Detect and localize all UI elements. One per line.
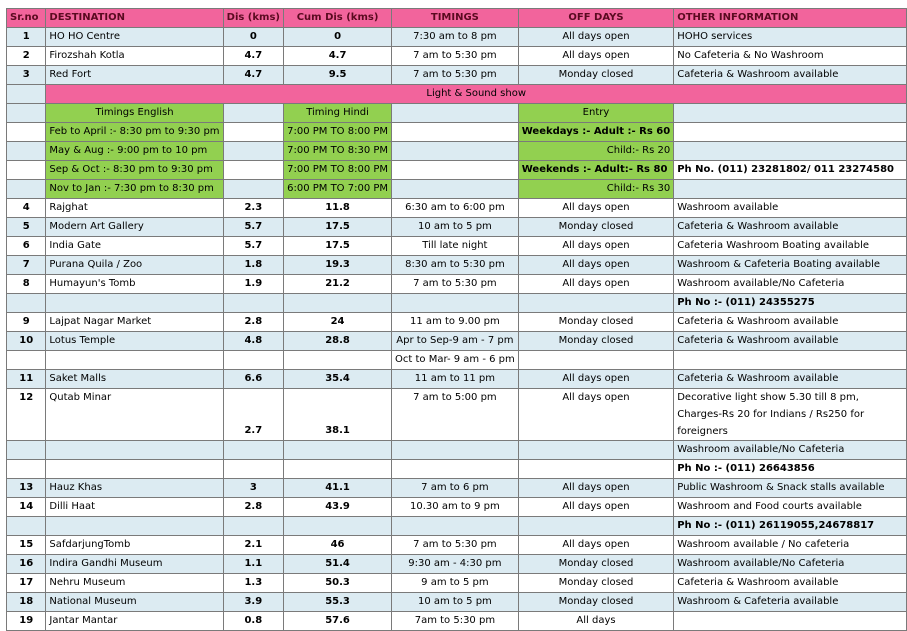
table-row — [7, 555, 907, 574]
cell-srno[interactable] — [7, 180, 46, 199]
cell-srno[interactable]: 13 — [7, 479, 46, 498]
light-sound-entry[interactable]: Weekends :- Adult:- Rs 80 — [518, 161, 673, 180]
header-off-days: OFF DAYS — [518, 9, 673, 28]
header-destination: DESTINATION — [46, 9, 223, 28]
cell-timings[interactable]: 11 am to 9.00 pm — [392, 313, 519, 332]
cell-other-info[interactable]: Ph No. (011) 23281802/ 011 23274580 — [674, 161, 907, 180]
light-sound-english-header[interactable]: Timings English — [46, 104, 223, 123]
light-sound-hindi-timing[interactable]: 7:00 PM TO 8:30 PM — [284, 142, 392, 161]
header-other-info: OTHER INFORMATION — [674, 9, 907, 28]
light-sound-hindi-timing[interactable]: 7:00 PM TO 8:00 PM — [284, 123, 392, 142]
cell-srno[interactable]: 14 — [7, 498, 46, 517]
light-sound-title[interactable]: Light & Sound show — [46, 85, 907, 104]
cell-other-info[interactable]: Decorative light show 5.30 till 8 pm, Charges-Rs 20 for Indians / Rs250 for foreigners — [674, 389, 907, 441]
cell-cum-distance[interactable]: 4.7 — [284, 47, 392, 66]
table-row — [7, 275, 907, 294]
cell-timings[interactable]: 10.30 am to 9 pm — [392, 498, 519, 517]
cell-other-info[interactable]: Washroom available/No Cafeteria — [674, 555, 907, 574]
cell-timings[interactable]: 11 am to 11 pm — [392, 370, 519, 389]
light-sound-row — [7, 161, 907, 180]
cell-distance[interactable]: 1.1 — [223, 555, 284, 574]
light-sound-hindi-header[interactable]: Timing Hindi — [284, 104, 392, 123]
light-sound-english-timing[interactable]: Sep & Oct :- 8:30 pm to 9:30 pm — [46, 161, 223, 180]
table-row — [7, 66, 907, 85]
table-row — [7, 460, 907, 479]
light-sound-hindi-timing[interactable]: 6:00 PM TO 7:00 PM — [284, 180, 392, 199]
cell-timings[interactable]: 7 am to 5:30 pm — [392, 47, 519, 66]
cell-other-info[interactable]: Cafeteria & Washroom available — [674, 313, 907, 332]
cell-cum-distance[interactable] — [284, 351, 392, 370]
cell-blank[interactable] — [223, 142, 284, 161]
cell-distance[interactable]: 1.9 — [223, 275, 284, 294]
cell-srno[interactable]: 18 — [7, 593, 46, 612]
cell-cum-distance[interactable] — [284, 517, 392, 536]
cell-cum-distance[interactable]: 21.2 — [284, 275, 392, 294]
table-row — [7, 294, 907, 313]
header-row — [7, 9, 907, 28]
cell-destination[interactable]: SafdarjungTomb — [46, 536, 223, 555]
cell-destination[interactable]: Hauz Khas — [46, 479, 223, 498]
cell-cum-distance[interactable]: 24 — [284, 313, 392, 332]
cell-distance[interactable]: 3 — [223, 479, 284, 498]
cell-off-days[interactable] — [518, 460, 673, 479]
cell-blank[interactable] — [392, 180, 519, 199]
cell-off-days[interactable]: All days open — [518, 28, 673, 47]
cell-srno[interactable] — [7, 441, 46, 460]
cell-off-days[interactable]: All days open — [518, 370, 673, 389]
cell-cum-distance[interactable]: 19.3 — [284, 256, 392, 275]
cell-other-info[interactable]: Public Washroom & Snack stalls available — [674, 479, 907, 498]
cell-distance[interactable]: 2.1 — [223, 536, 284, 555]
table-row — [7, 479, 907, 498]
cell-srno[interactable] — [7, 294, 46, 313]
cell-destination[interactable] — [46, 351, 223, 370]
cell-off-days[interactable]: All days open — [518, 275, 673, 294]
cell-srno[interactable]: 3 — [7, 66, 46, 85]
cell-other-info[interactable]: HOHO services — [674, 28, 907, 47]
cell-timings[interactable] — [392, 460, 519, 479]
cell-destination[interactable]: Lajpat Nagar Market — [46, 313, 223, 332]
cell-timings[interactable]: 10 am to 5 pm — [392, 593, 519, 612]
cell-off-days[interactable]: All days open — [518, 256, 673, 275]
cell-cum-distance[interactable]: 51.4 — [284, 555, 392, 574]
light-sound-entry[interactable]: Weekdays :- Adult :- Rs 60 — [518, 123, 673, 142]
cell-srno[interactable] — [7, 123, 46, 142]
cell-other-info[interactable]: Ph No :- (011) 26119055,24678817 — [674, 517, 907, 536]
cell-destination[interactable]: Indira Gandhi Museum — [46, 555, 223, 574]
cell-srno[interactable] — [7, 85, 46, 104]
cell-cum-distance[interactable]: 38.1 — [284, 389, 392, 441]
light-sound-english-timing[interactable]: Feb to April :- 8:30 pm to 9:30 pm — [46, 123, 223, 142]
cell-timings[interactable]: 7 am to 5:30 pm — [392, 536, 519, 555]
table-row — [7, 517, 907, 536]
light-sound-row — [7, 142, 907, 161]
cell-srno[interactable]: 10 — [7, 332, 46, 351]
cell-other-info[interactable]: Cafeteria Washroom Boating available — [674, 237, 907, 256]
cell-cum-distance[interactable] — [284, 460, 392, 479]
cell-other-info[interactable]: Cafeteria & Washroom available — [674, 574, 907, 593]
cell-other-info[interactable]: Ph No :- (011) 24355275 — [674, 294, 907, 313]
cell-destination[interactable] — [46, 441, 223, 460]
table-row — [7, 498, 907, 517]
cell-srno[interactable]: 11 — [7, 370, 46, 389]
cell-distance[interactable]: 1.3 — [223, 574, 284, 593]
cell-cum-distance[interactable]: 57.6 — [284, 612, 392, 631]
light-sound-row — [7, 180, 907, 199]
cell-off-days[interactable]: Monday closed — [518, 555, 673, 574]
cell-other-info[interactable]: Washroom & Cafeteria available — [674, 593, 907, 612]
cell-off-days[interactable]: All days open — [518, 47, 673, 66]
cell-off-days[interactable]: Monday closed — [518, 593, 673, 612]
cell-off-days[interactable]: Monday closed — [518, 332, 673, 351]
cell-off-days[interactable]: All days — [518, 612, 673, 631]
cell-other-info[interactable] — [674, 612, 907, 631]
cell-srno[interactable] — [7, 517, 46, 536]
spreadsheet — [6, 8, 907, 631]
cell-srno[interactable] — [7, 142, 46, 161]
light-sound-header-row — [7, 104, 907, 123]
cell-destination[interactable]: India Gate — [46, 237, 223, 256]
cell-srno[interactable]: 5 — [7, 218, 46, 237]
cell-blank[interactable] — [223, 180, 284, 199]
table-row — [7, 574, 907, 593]
cell-timings[interactable]: Till late night — [392, 237, 519, 256]
cell-off-days[interactable]: All days open — [518, 389, 673, 441]
cell-distance[interactable] — [223, 351, 284, 370]
cell-off-days[interactable] — [518, 441, 673, 460]
table-row — [7, 441, 907, 460]
table-row — [7, 370, 907, 389]
cell-destination[interactable]: Modern Art Gallery — [46, 218, 223, 237]
table-row — [7, 332, 907, 351]
cell-destination[interactable]: Saket Malls — [46, 370, 223, 389]
cell-other-info[interactable]: Washroom and Food courts available — [674, 498, 907, 517]
cell-srno[interactable] — [7, 104, 46, 123]
light-sound-entry[interactable]: Child:- Rs 30 — [518, 180, 673, 199]
table-row — [7, 536, 907, 555]
cell-cum-distance[interactable]: 46 — [284, 536, 392, 555]
cell-timings[interactable] — [392, 517, 519, 536]
cell-destination[interactable]: Lotus Temple — [46, 332, 223, 351]
cell-blank[interactable] — [392, 123, 519, 142]
cell-srno[interactable]: 17 — [7, 574, 46, 593]
cell-cum-distance[interactable] — [284, 294, 392, 313]
cell-cum-distance[interactable]: 17.5 — [284, 237, 392, 256]
header-srno: Sr.no — [7, 9, 46, 28]
cell-distance[interactable]: 4.8 — [223, 332, 284, 351]
cell-timings[interactable]: 7 am to 5:00 pm — [392, 389, 519, 441]
table-row — [7, 256, 907, 275]
cell-distance[interactable]: 5.7 — [223, 237, 284, 256]
table-row — [7, 313, 907, 332]
cell-cum-distance[interactable]: 35.4 — [284, 370, 392, 389]
cell-timings[interactable]: 9 am to 5 pm — [392, 574, 519, 593]
cell-cum-distance[interactable]: 50.3 — [284, 574, 392, 593]
cell-other-info[interactable]: No Cafeteria & No Washroom — [674, 47, 907, 66]
cell-other-info[interactable]: Washroom available — [674, 199, 907, 218]
cell-distance[interactable] — [223, 294, 284, 313]
cell-off-days[interactable] — [518, 294, 673, 313]
table-row — [7, 28, 907, 47]
cell-blank[interactable] — [223, 104, 284, 123]
cell-timings[interactable]: 8:30 am to 5:30 pm — [392, 256, 519, 275]
cell-timings[interactable]: 7 am to 5:30 pm — [392, 66, 519, 85]
light-sound-english-timing[interactable]: May & Aug :- 9:00 pm to 10 pm — [46, 142, 223, 161]
cell-destination[interactable]: Dilli Haat — [46, 498, 223, 517]
cell-destination[interactable]: National Museum — [46, 593, 223, 612]
cell-other-info[interactable] — [674, 180, 907, 199]
cell-timings[interactable]: 7 am to 5:30 pm — [392, 275, 519, 294]
table-row — [7, 593, 907, 612]
cell-blank[interactable] — [674, 104, 907, 123]
light-sound-title-row — [7, 85, 907, 104]
cell-other-info[interactable]: Cafeteria & Washroom available — [674, 66, 907, 85]
cell-destination[interactable]: HO HO Centre — [46, 28, 223, 47]
cell-timings[interactable]: 9:30 am - 4:30 pm — [392, 555, 519, 574]
cell-timings[interactable]: Oct to Mar- 9 am - 6 pm — [392, 351, 519, 370]
cell-timings[interactable] — [392, 441, 519, 460]
light-sound-entry[interactable]: Child:- Rs 20 — [518, 142, 673, 161]
table-row — [7, 218, 907, 237]
table-row — [7, 237, 907, 256]
cell-destination[interactable] — [46, 460, 223, 479]
cell-destination[interactable]: Rajghat — [46, 199, 223, 218]
cell-other-info[interactable]: Washroom available / No cafeteria — [674, 536, 907, 555]
cell-distance[interactable]: 0.8 — [223, 612, 284, 631]
cell-other-info[interactable]: Washroom available/No Cafeteria — [674, 275, 907, 294]
cell-other-info[interactable]: Washroom available/No Cafeteria — [674, 441, 907, 460]
cell-distance[interactable]: 6.6 — [223, 370, 284, 389]
cell-distance[interactable] — [223, 517, 284, 536]
cell-srno[interactable]: 7 — [7, 256, 46, 275]
cell-srno[interactable]: 1 — [7, 28, 46, 47]
cell-cum-distance[interactable]: 41.1 — [284, 479, 392, 498]
header-cum-distance: Cum Dis (kms) — [284, 9, 392, 28]
cell-timings[interactable]: 10 am to 5 pm — [392, 218, 519, 237]
header-timings: TIMINGS — [392, 9, 519, 28]
cell-other-info[interactable]: Cafeteria & Washroom available — [674, 370, 907, 389]
cell-srno[interactable]: 16 — [7, 555, 46, 574]
cell-other-info[interactable] — [674, 351, 907, 370]
cell-distance[interactable]: 1.8 — [223, 256, 284, 275]
cell-off-days[interactable]: Monday closed — [518, 218, 673, 237]
table-row-qutab — [7, 389, 907, 441]
cell-off-days[interactable] — [518, 351, 673, 370]
table-row — [7, 199, 907, 218]
cell-off-days[interactable]: All days open — [518, 237, 673, 256]
cell-distance[interactable]: 4.7 — [223, 66, 284, 85]
cell-srno[interactable] — [7, 351, 46, 370]
cell-cum-distance[interactable]: 43.9 — [284, 498, 392, 517]
cell-cum-distance[interactable]: 0 — [284, 28, 392, 47]
cell-other-info[interactable]: Cafeteria & Washroom available — [674, 218, 907, 237]
cell-timings[interactable]: 6:30 am to 6:00 pm — [392, 199, 519, 218]
cell-other-info[interactable]: Cafeteria & Washroom available — [674, 332, 907, 351]
cell-cum-distance[interactable]: 11.8 — [284, 199, 392, 218]
cell-srno[interactable]: 4 — [7, 199, 46, 218]
cell-srno[interactable]: 19 — [7, 612, 46, 631]
cell-srno[interactable] — [7, 460, 46, 479]
cell-destination[interactable] — [46, 294, 223, 313]
cell-srno[interactable]: 6 — [7, 237, 46, 256]
cell-other-info[interactable]: Ph No :- (011) 26643856 — [674, 460, 907, 479]
cell-blank[interactable] — [392, 142, 519, 161]
cell-timings[interactable] — [392, 294, 519, 313]
cell-off-days[interactable]: All days open — [518, 199, 673, 218]
cell-distance[interactable]: 5.7 — [223, 218, 284, 237]
cell-cum-distance[interactable] — [284, 441, 392, 460]
cell-srno[interactable]: 2 — [7, 47, 46, 66]
cell-off-days[interactable] — [518, 517, 673, 536]
cell-timings[interactable]: 7 am to 6 pm — [392, 479, 519, 498]
cell-blank[interactable] — [223, 123, 284, 142]
table-row — [7, 47, 907, 66]
header-distance: Dis (kms) — [223, 9, 284, 28]
cell-cum-distance[interactable]: 55.3 — [284, 593, 392, 612]
cell-cum-distance[interactable]: 17.5 — [284, 218, 392, 237]
cell-off-days[interactable]: Monday closed — [518, 574, 673, 593]
cell-srno[interactable]: 8 — [7, 275, 46, 294]
cell-off-days[interactable]: All days open — [518, 498, 673, 517]
cell-srno[interactable]: 9 — [7, 313, 46, 332]
cell-distance[interactable]: 2.8 — [223, 313, 284, 332]
cell-distance[interactable] — [223, 460, 284, 479]
cell-destination[interactable]: Nehru Museum — [46, 574, 223, 593]
table-row — [7, 612, 907, 631]
cell-timings[interactable]: 7am to 5:30 pm — [392, 612, 519, 631]
cell-cum-distance[interactable]: 28.8 — [284, 332, 392, 351]
cell-blank[interactable] — [392, 161, 519, 180]
cell-other-info[interactable] — [674, 123, 907, 142]
cell-destination[interactable]: Humayun's Tomb — [46, 275, 223, 294]
light-sound-row — [7, 123, 907, 142]
table-row — [7, 351, 907, 370]
cell-distance[interactable]: 2.8 — [223, 498, 284, 517]
cell-off-days[interactable]: Monday closed — [518, 313, 673, 332]
cell-distance[interactable] — [223, 441, 284, 460]
cell-timings[interactable]: Apr to Sep-9 am - 7 pm — [392, 332, 519, 351]
cell-distance[interactable]: 4.7 — [223, 47, 284, 66]
cell-destination[interactable]: Jantar Mantar — [46, 612, 223, 631]
light-sound-entry-header[interactable]: Entry — [518, 104, 673, 123]
cell-other-info[interactable]: Washroom & Cafeteria Boating available — [674, 256, 907, 275]
tour-table — [6, 8, 907, 631]
cell-other-info[interactable] — [674, 142, 907, 161]
cell-destination[interactable] — [46, 517, 223, 536]
cell-off-days[interactable]: All days open — [518, 479, 673, 498]
cell-destination[interactable]: Firozshah Kotla — [46, 47, 223, 66]
cell-timings[interactable]: 7:30 am to 8 pm — [392, 28, 519, 47]
cell-off-days[interactable]: Monday closed — [518, 66, 673, 85]
cell-srno[interactable]: 12 — [7, 389, 46, 441]
cell-blank[interactable] — [392, 104, 519, 123]
cell-destination[interactable]: Red Fort — [46, 66, 223, 85]
cell-distance[interactable]: 3.9 — [223, 593, 284, 612]
cell-cum-distance[interactable]: 9.5 — [284, 66, 392, 85]
cell-distance[interactable]: 2.3 — [223, 199, 284, 218]
light-sound-english-timing[interactable]: Nov to Jan :- 7:30 pm to 8:30 pm — [46, 180, 223, 199]
cell-srno[interactable]: 15 — [7, 536, 46, 555]
cell-blank[interactable] — [223, 161, 284, 180]
light-sound-hindi-timing[interactable]: 7:00 PM TO 8:00 PM — [284, 161, 392, 180]
cell-distance[interactable]: 2.7 — [223, 389, 284, 441]
cell-destination[interactable]: Purana Quila / Zoo — [46, 256, 223, 275]
cell-off-days[interactable]: All days open — [518, 536, 673, 555]
cell-distance[interactable]: 0 — [223, 28, 284, 47]
cell-destination[interactable]: Qutab Minar — [46, 389, 223, 441]
cell-srno[interactable] — [7, 161, 46, 180]
